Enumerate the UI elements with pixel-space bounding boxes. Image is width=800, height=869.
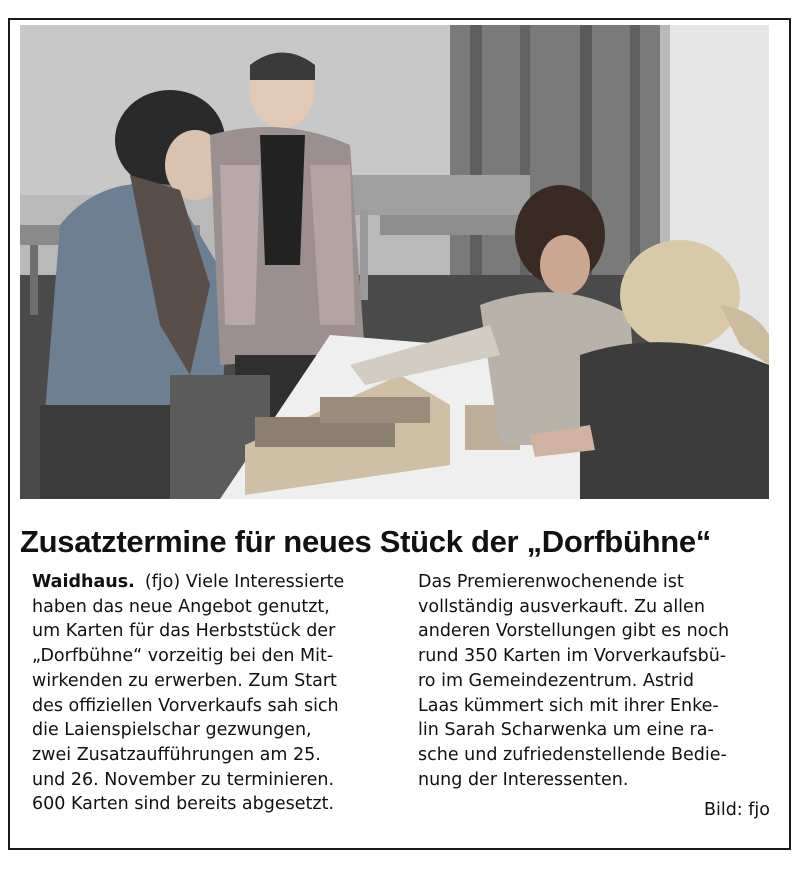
article-body-left-column [32,570,387,817]
text-line: und 26. November zu terminieren. [32,769,335,790]
text-line: vollständig ausverkauft. Zu allen [418,596,705,617]
text-line: des offiziellen Vorverkaufs sah sich [32,695,339,716]
text-line: Das Premierenwochenende ist [418,572,684,592]
text-line: zwei Zusatzaufführungen am 25. [32,744,321,765]
text-line: „Dorfbühne“ vorzeitig bei den Mit- [32,646,334,667]
text-line-rest [145,570,387,595]
photo-credit: Bild: fjo [703,800,770,820]
text-line: lin Sarah Scharwenka um eine ra- [418,720,714,741]
ticket-sale-photo [20,25,769,499]
article-dateline: Waidhaus. [32,572,135,592]
text-line: haben das neue Angebot genutzt, [32,596,330,617]
text-line [32,570,387,595]
text-line: ro im Gemeindezentrum. Astrid [418,670,695,691]
text-line: anderen Vorstellungen gibt es noch [418,621,730,642]
text-line: sche und zufriedenstellende Bedie- [418,744,727,765]
article-headline: Zusatztermine für neues Stück der „Dorfbühne“ [20,524,711,559]
text-line: rund 350 Karten im Vorverkaufsbü- [418,646,727,667]
article-photo [20,25,769,499]
text-line: die Laienspielschar gezwungen, [32,720,312,741]
text-line: Laas kümmert sich mit ihrer Enke- [418,695,719,716]
text-line: 600 Karten sind bereits abgesetzt. [32,794,334,815]
article-body-right-column [418,570,770,792]
text-line: um Karten für das Herbststück der [32,621,336,642]
text-line: nung der Interessenten. [418,769,629,790]
text-line-content: (fjo) Viele Interessierte [144,572,345,592]
text-line: wirkenden zu erwerben. Zum Start [32,670,337,691]
